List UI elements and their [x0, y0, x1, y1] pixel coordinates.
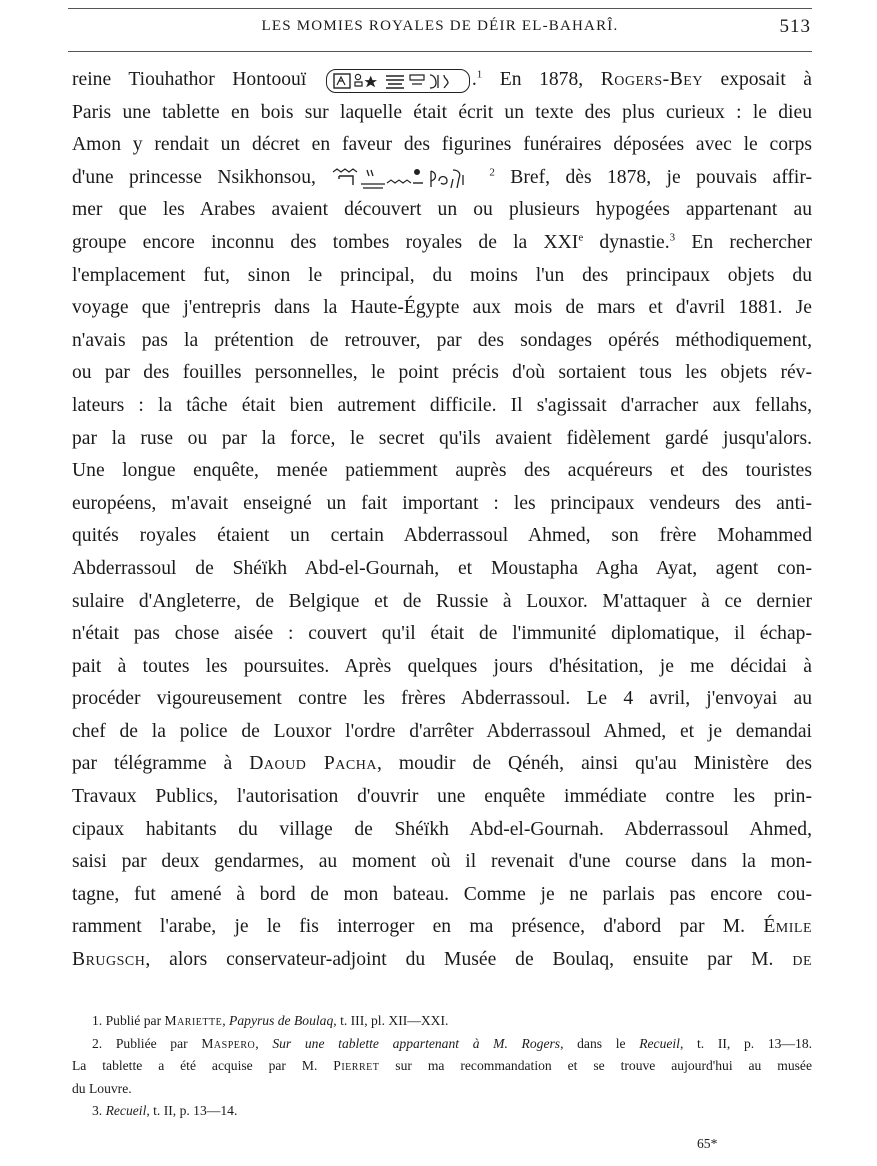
text-line: pait à toutes les poursuites. Après quelques jours d'hésitation, je me décidai à — [72, 655, 812, 677]
hieroglyph-group — [331, 167, 489, 189]
text-line: d'une princesse Nsikhonsou, $^2$ Bref, dès 1878, je pouvais affir- — [72, 166, 812, 188]
footnote-3: 3. Recueil, t. II, p. 13—14. — [92, 1103, 238, 1118]
text-line: Travaux Publics, l'autorisation d'ouvrir une enquête immédiate contre les prin- — [72, 786, 812, 808]
header-rule-top — [68, 8, 812, 9]
text-line: par la ruse ou par la force, le secret qu'ils avaient fidèlement gardé jusqu'alors. — [72, 427, 812, 449]
text-line: voyage que j'entrepris dans la Haute-Égypte aux mois de mars et d'avril 1881. Je — [72, 297, 812, 319]
body-text — [72, 64, 812, 977]
footnote-2-continued: La tablette a été acquise par M. Pierret sur ma recommandation et se trouve aujourd'hui au musée — [72, 1058, 812, 1073]
hieroglyph-cartouche — [326, 69, 470, 93]
text-line: Une longue enquête, menée patiemment auprès des acquéreurs et des touristes — [72, 460, 812, 482]
text-line: sulaire d'Angleterre, de Belgique et de Russie à Louxor. M'attaquer à ce dernier — [72, 590, 812, 612]
text-line: reine Tiouhathor Hontoouï .$^1$ En 1878, Rogers-Bey exposait à — [72, 64, 812, 97]
printer-signature: 65* — [697, 1136, 718, 1151]
text-line: ou par des fouilles personnelles, le point précis d'où sortaient tous les objets rév- — [72, 362, 812, 384]
text-line: lateurs : la tâche était bien autrement difficile. Il s'agissait d'arracher aux fellahs, — [72, 394, 812, 416]
text-line: saisi par deux gendarmes, au moment où il revenait d'une course dans la mon- — [72, 851, 812, 873]
footnotes — [72, 1010, 812, 1123]
footnote-2: 2. Publiée par Maspero, Sur une tablette appartenant à M. Rogers, dans le Recueil, t. II, p. 13—18. — [92, 1035, 813, 1051]
text-line: Brugsch, alors conservateur-adjoint du Musée de Boulaq, ensuite par M. de — [72, 949, 812, 971]
text-line: Abderrassoul de Shéïkh Abd-el-Gournah, et Moustapha Agha Ayat, agent con- — [72, 557, 812, 579]
text-line: groupe encore inconnu des tombes royales de la XXIe dynastie.$^3$ En rechercher — [72, 231, 812, 253]
text-line: chef de la police de Louxor l'ordre d'arrêter Abderrassoul Ahmed, et je demandai — [72, 720, 812, 742]
text-line: quités royales étaient un certain Abderrassoul Ahmed, son frère Mohammed — [72, 525, 812, 547]
text-line: tagne, fut amené à bord de mon bateau. Comme je ne parlais pas encore cou- — [72, 883, 812, 905]
footnote-2-end: du Louvre. — [72, 1080, 132, 1096]
text-line: procéder vigoureusement contre les frères Abderrassoul. Le 4 avril, j'envoyai au — [72, 688, 812, 710]
text-line: n'était pas chose aisée : couvert qu'il était de l'immunité diplomatique, il échap- — [72, 623, 812, 645]
text-line: par télégramme à Daoud Pacha, moudir de Qénéh, ainsi qu'au Ministère des — [72, 753, 813, 775]
text-line: l'emplacement fut, sinon le principal, du moins l'un des principaux objets du — [72, 264, 812, 286]
text-line: Amon y rendait un décret en faveur des figurines funéraires déposées avec le corps — [72, 134, 812, 156]
running-title: LES MOMIES ROYALES DE DÉIR EL-BAHARÎ. — [261, 18, 619, 34]
page-number: 513 — [779, 16, 811, 37]
text-line: cipaux habitants du village de Shéïkh Abd-el-Gournah. Abderrassoul Ahmed, — [72, 818, 812, 840]
header-rule-bottom — [68, 51, 812, 52]
text-line: n'avais pas la prétention de retrouver, par des sondages opérés méthodiquement, — [72, 329, 812, 351]
footnote-1: 1. Publié par Mariette, Papyrus de Boulaq, t. III, pl. XII—XXI. — [92, 1013, 449, 1028]
text-line: ramment l'arabe, je le fis interroger en ma présence, d'abord par M. Émile — [72, 916, 812, 938]
text-line: mer que les Arabes avaient découvert un ou plusieurs hypogées appartenant au — [72, 199, 812, 221]
text-line: européens, m'avait enseigné un fait important : les principaux vendeurs des anti- — [72, 492, 812, 514]
text-line: Paris une tablette en bois sur laquelle était écrit un texte des plus curieux : le dieu — [72, 101, 812, 123]
